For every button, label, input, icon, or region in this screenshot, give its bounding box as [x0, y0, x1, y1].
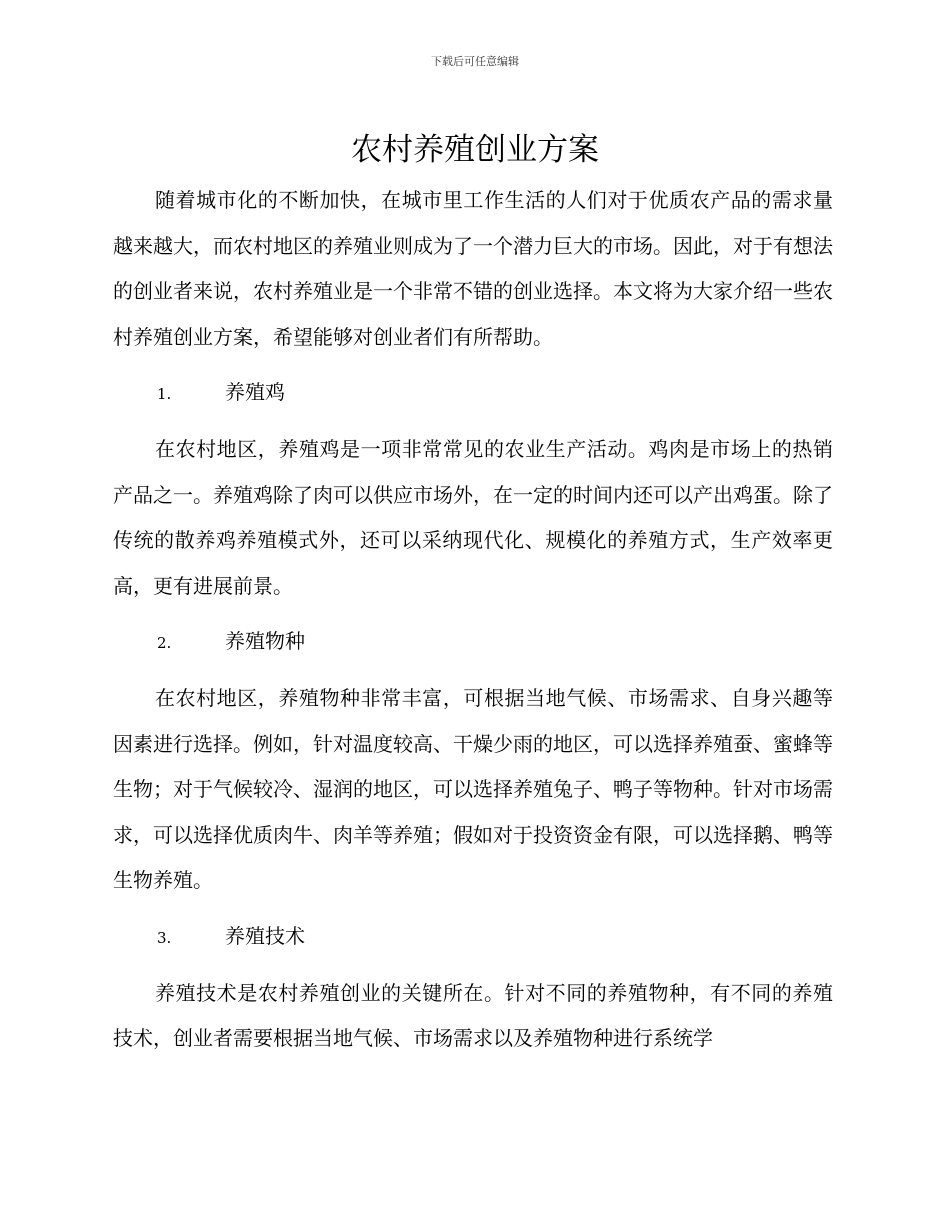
section-heading-2 — [113, 619, 833, 666]
section-heading-1 — [113, 370, 833, 417]
section-paragraph-3: 养殖技术是农村养殖创业的关键所在。针对不同的养殖物种，有不同的养殖技术，创业者需要根据当地气候、市场需求以及养殖物种进行系统学 — [113, 980, 833, 1050]
header-note: 下载后可任意编辑 — [431, 55, 519, 68]
section-title: 养殖物种 — [225, 629, 305, 653]
section-paragraph-2: 在农村地区，养殖物种非常丰富，可根据当地气候、市场需求、自身兴趣等因素进行选择。例如，针对温度较高、干燥少雨的地区，可以选择养殖蚕、蜜蜂等生物；对于气候较冷、湿润的地区，可以选择养殖兔子、鸭子等物种。针对市场需求，可以选择优质肉牛、肉羊等养殖；假如对于投资资金有限，可以选择鹅、鸭等生物养殖。 — [113, 686, 833, 892]
section-title: 养殖技术 — [225, 923, 305, 948]
document-title: 农村养殖创业方案 — [351, 132, 599, 168]
section-title: 养殖鸡 — [225, 380, 285, 404]
document-body — [113, 178, 833, 1062]
section-paragraph-1: 在农村地区，养殖鸡是一项非常常见的农业生产活动。鸡肉是市场上的热销产品之一。养殖鸡除了肉可以供应市场外，在一定的时间内还可以产出鸡蛋。除了传统的散养鸡养殖模式外，还可以采纳现代化、规模化的养殖方式，生产效率更高，更有进展前景。 — [113, 437, 833, 598]
intro-paragraph: 随着城市化的不断加快，在城市里工作生活的人们对于优质农产品的需求量越来越大，而农村地区的养殖业则成为了一个潜力巨大的市场。因此，对于有想法的创业者来说，农村养殖业是一个非常不错的创业选择。本文将为大家介绍一些农村养殖创业方案，希望能够对创业者们有所帮助。 — [113, 188, 833, 349]
section-number: 3. — [157, 928, 172, 947]
section-number: 2. — [157, 634, 172, 652]
section-heading-3 — [113, 914, 833, 961]
section-number: 1. — [157, 385, 172, 403]
